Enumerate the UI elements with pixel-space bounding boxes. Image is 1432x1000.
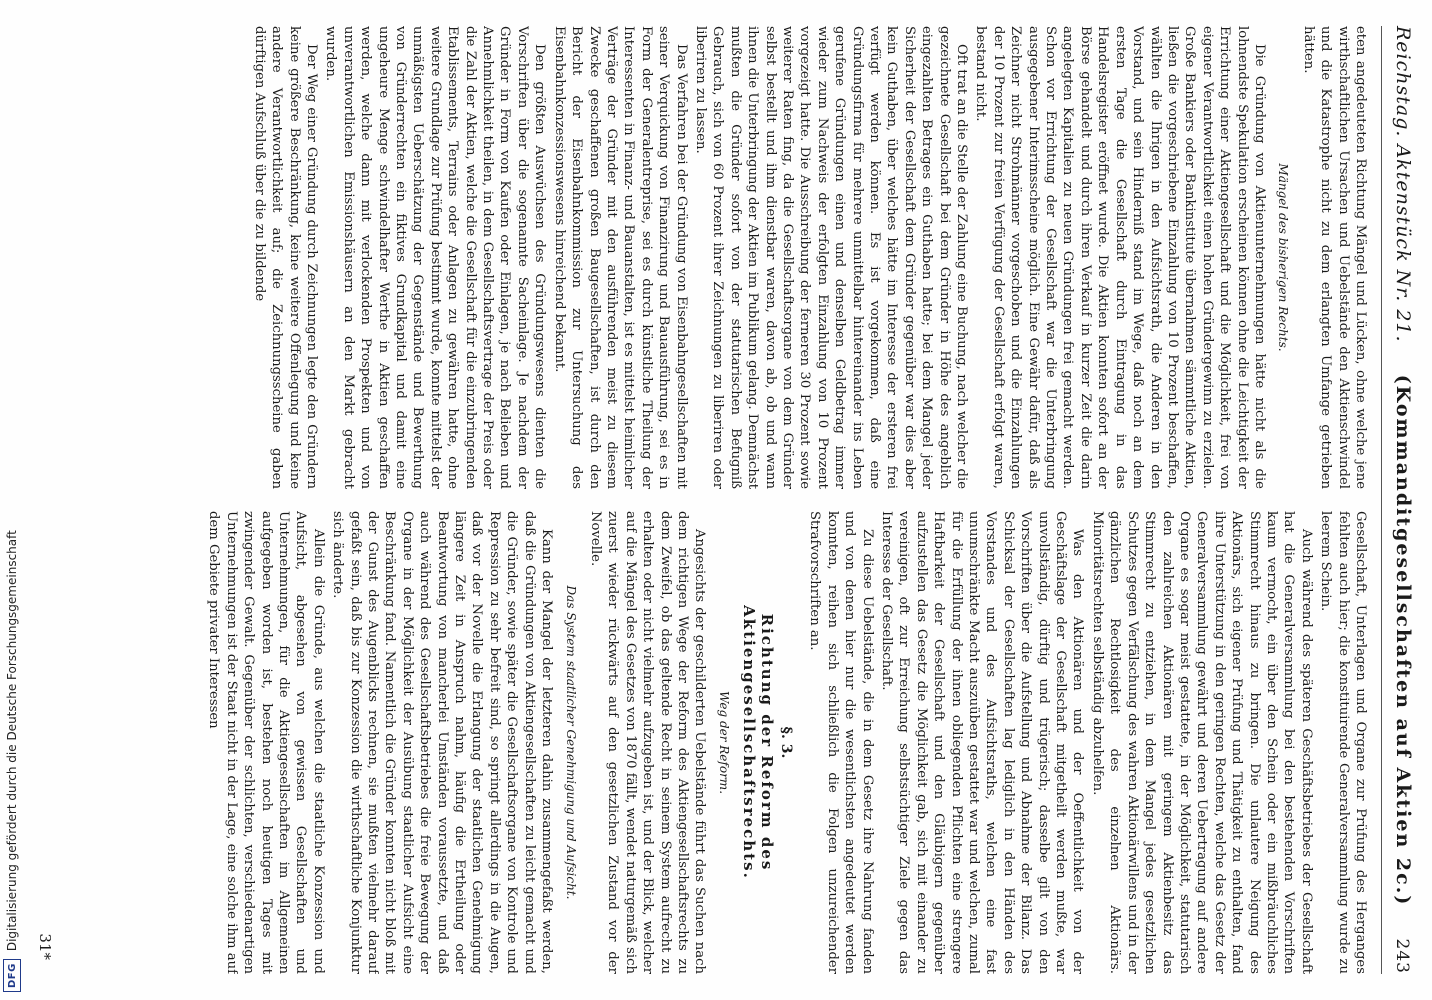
subheading: Mängel des bisherigen Rechts.	[1276, 163, 1291, 352]
paragraph: Oft trat an die Stelle der Zahlung eine Buchung, nach welcher die gezeichnete Gesellschaft bei dem Gründer in Höhe des angeblich eingezahlten Betrages ein Guthaben hatte; bei dem Mangel jeder Sicherheit der Gesellschaft dem Gründer gegenüber war dies aber kein Guthaben, über welches hätte im Interesse der ersteren frei verfügt werden können. Es ist vorgekommen, daß eine Gründungsfirma für mehrere unmittelbar hintereinander ins Leben gerufene Gründungen einen und denselben Geldbetrag immer wieder zum Nachweis der erfolgten Einzahlung von 10 Prozent vorgezeigt hatte. Die Ausschreibung der ferneren 30 Prozent sowie weiterer Raten fing, da die Gesellschaftsorgane von dem Gründer selbst bestellt und ihm dienstbar waren, davon ab, ob und wann ihnen die Unterbringung der Aktien im Publikum gelang. Demnächst mußten die Gründer sofort von der statutarischen Befugniß Gebrauch, sich von 60 Prozent ihrer Zeichnungen zu liberiren oder liberiren zu lassen.	[692, 26, 970, 489]
text-columns	[69, 26, 1369, 974]
page-number: 243	[1392, 938, 1412, 974]
page-content	[20, 0, 1432, 1000]
subheading: Weg der Reform.	[716, 690, 731, 795]
paragraph: Zu diese Uebelstände, die in dem Gesetz ihre Nahrung fanden und von denen hier nur die wesentlichsten angedeutet werden konnten, reihen sich schließlich die Folgen unzureichender Strafvorschriften an.	[807, 511, 875, 974]
paragraph: Gesellschaft, Unterlagen und Organe zur Prüfung des Herganges fehlten auch hier; die konstituirende Generalversammlung wurde zu leerem Schein.	[1318, 511, 1368, 974]
page-signature: 31*	[36, 933, 54, 960]
running-head-center: (Kommanditgesellschaften auf Aktien 2c.)	[1392, 374, 1414, 907]
dfg-logo: DFG	[3, 959, 21, 992]
paragraph: Was den Aktionären und der Oeffentlichkeit von der Geschäftslage der Gesellschaft mitgetheilt werden mußte, war unvollständig, dürftig und trügerisch; dasselbe gilt von den Vorschriften über die Aufstellung und Abnahme der Bilanz. Das Schicksal der Gesellschaften lag lediglich in den Händen des Vorstandes und des Aufsichtsraths, welchen eine fast unumschränkte Macht auszuüben gestattet war und welchen, zumal für die Erfüllung der ihnen obliegenden Pflichten eine strengere Haftbarkeit der Gesellschaft und den Gläubigern gegenüber aufzustellen das Gesetz die Möglichkeit gab, sich mit einander zu vereinigen, oft zur Erreichung selbstsüchtiger Ziele gegen das Interesse der Gesellschaft.	[879, 511, 1086, 974]
left-column	[69, 26, 1369, 489]
paragraph: Auch während des späteren Geschäftsbetriebes der Gesellschaft hat die Generalversammlung bei den bestehenden Vorschriften kaum vermocht, ein über den Schein oder ein mißbräuchliches Stimmrecht hinaus zu bringen. Die unlautere Neigung des Aktionärs, sich eigener Prüfung und Thätigkeit zu enthalten, fand ihre Unterstützung in den geringen Rechten, welche das Gesetz der Generalversammlung gewährt und deren Uebertragung auf andere Organe es sogar meist gestattete, in der Möglichkeit, statutarisch den zahlreichen Aktionären mit geringem Aktienbesitz das Stimmrecht zu entziehen, in dem Mangel jedes gesetzlichen Schutzes gegen Verfälschung des wahren Aktionärwillens und in der gänzlichen Rechtlosigkeit des einzelnen Aktionärs. Minoritätsrechten selbständig abzuhelfen.	[1089, 511, 1314, 974]
paragraph: Die Gründung von Aktienunternehmungen hätte nicht als die lohnendste Spekulation erscheinen können ohne die Leichtigkeit der Errichtung einer Aktiengesellschaft und die Möglichkeit, frei von eigener Verantwortlichkeit einen hohen Gründergewinn zu erzielen. Große Bankiers oder Bankinstitute übernahmen sämmtliche Aktien, ließen die vorgeschriebene Einzahlung von 10 Prozent beschaffen, wählten die Ihrigen in den Aufsichtsrath, die Anderen in den Vorstand, und sein Hinderniß stand im Wege, daß noch an dem ersten Tage die Gesellschaft durch Eintragung in das Handelsregister eröffnet wurde. Die Aktien konnten sofort an der Börse gehandelt und durch ihren Verkauf in kurzer Zeit die darin angelegten Kapitalien zu neuen Gründungen frei gemacht werden. Schon vor Errichtung der Gesellschaft war die Unterbringung ausgegebener Interimsscheine möglich. Eine Gewähr dafür, daß als Zeichner nicht Strohmänner vorgeschoben und die Einzahlungen der 10 Prozent zur freien Verfügung der Gesellschaft erfolgt waren, bestand nicht.	[973, 26, 1267, 489]
paragraph: eten angedeuteten Richtung Mängel und Lücken, ohne welche jene wirthschaftlichen Ursachen und Uebelstände den Aktienschwindel und die Katastrophe nicht zu dem erlangten Umfange getrieben hätten.	[1300, 26, 1368, 489]
paragraph: Kann der Mangel der letzteren dahin zusammengefaßt werden, daß die Gründungen von Aktiengesellschaften zu leicht gemacht und die Gründer, sowie später die Gesellschaftsorgane von Kontrole und Repression zu sehr befreit sind, so springt allerdings in die Augen, daß vor der Novelle die Erlangung der staatlichen Genehmigung längere Zeit in Anspruch nahm, häufig die Ertheilung oder Beantwortung von mancherlei Umständen voraussetzte, und daß auch während des Gesellschaftsbetriebes die freie Bewegung der Organe in der Möglichkeit der Ausübung staatlicher Aufsicht eine Beschränkung fand. Namentlich die Gründer konnten nicht bloß mit der Gunst des Augenblicks rechnen, sie mußten vielmehr darauf gefaßt sein, daß bis zur Konzession die wirthschaftliche Konjunktur sich änderte.	[330, 511, 555, 974]
subheading: Das System staatlicher Genehmigung und Aufsicht.	[563, 585, 578, 900]
paragraph: Den größten Auswüchsen des Gründungswesens dienten die Vorschriften über die sogenannte Sacheinlage. Je nachdem der Gründer in Form von Kaufen oder Einlagen, je nach Belieben und Annehmlichkeit theilen, in dem Gesellschaftsvertrage der Preis oder die Zahl der Aktien, welche die Gesellschaft für die einzubringenden Etablissements, Terrains oder Anlagen zu gewähren hatte, ohne weitere Grundlage zur Prüfung bestimmt wurde, konnte mittelst der unmäßigsten Ueberschätzung der Gegenstände und Bewerthung von Gründerrechten ein fiktives Grundkapital und damit eine ungeheure Menge schwindelhafter Werthe in Aktien geschaffen werden, welche dann mit verlockenden Prospekten und von unverantwortlichen Emissionshäusern an den Markt gebracht wurden.	[323, 26, 548, 489]
running-head-left: Reichstag. Aktenstück Nr. 21.	[1392, 26, 1414, 343]
footer-text: Digitalisierung gefördert durch die Deutsche Forschungsgemeinschaft	[5, 530, 19, 952]
paragraph: Allein die Gründe, aus welchen die staatliche Konzession und Aufsicht, abgesehen von gewissen Gesellschaften und Unternehmungen, für die Aktiengesellschaften im Allgemeinen aufgegeben worden ist, bestehen noch heutigen Tages mit zwingender Gewalt. Gegenüber der schlichten, verschiedenartigen Unternehmungen ist der Staat nicht in der Lage, eine solche ihm auf dem Gebiete privater Interessen	[206, 511, 326, 974]
paragraph: Der Weg einer Gründung durch Zeichnungen legte den Gründern keine größere Beschränkung, keine weitere Offenlegung und keine andere Verantwortlichkeit auf; die Zeichnungsscheine gaben dürftigen Aufschluß über die zu bildende	[251, 26, 320, 489]
running-head	[1381, 26, 1414, 974]
section-number: §. 3.	[778, 726, 794, 759]
section-title: Richtung der Reform des Aktiengesellschaftsrechts.	[740, 605, 776, 880]
paragraph: Angesichts der geschilderten Uebelstände führt das Suchen nach dem richtigen Wege der Reform des Aktiengesellschaftsrechts zu dem Zweifel, ob das geltende Recht in seinem System aufrecht zu erhalten oder nicht vielmehr aufzugeben ist, und der Blick, welcher auf die Mängel des Gesetzes von 1870 fällt, wendet naturgemäß sich zuerst wieder rückwärts auf den gesetzlichen Zustand vor der Novelle.	[587, 511, 708, 974]
paragraph: Das Verfahren bei der Gründung von Eisenbahngesellschaften mit seiner Verquickung von Finanzirung und Bauausführung, sei es in Form der Generalentreprise, sei es durch künstliche Theilung der Interessenten in Finanz- und Bauanstalten, ist es mittelst heimlicher Verträge der Gründer mit den ausführenden meist zu diesem Zwecke geschaffenen großen Baugesellschaften, ist durch den Bericht der Eisenbahnkommission zur Untersuchung des Eisenbahnkonzessionswesens hinreichend bekannt.	[551, 26, 689, 489]
right-column	[69, 511, 1369, 974]
